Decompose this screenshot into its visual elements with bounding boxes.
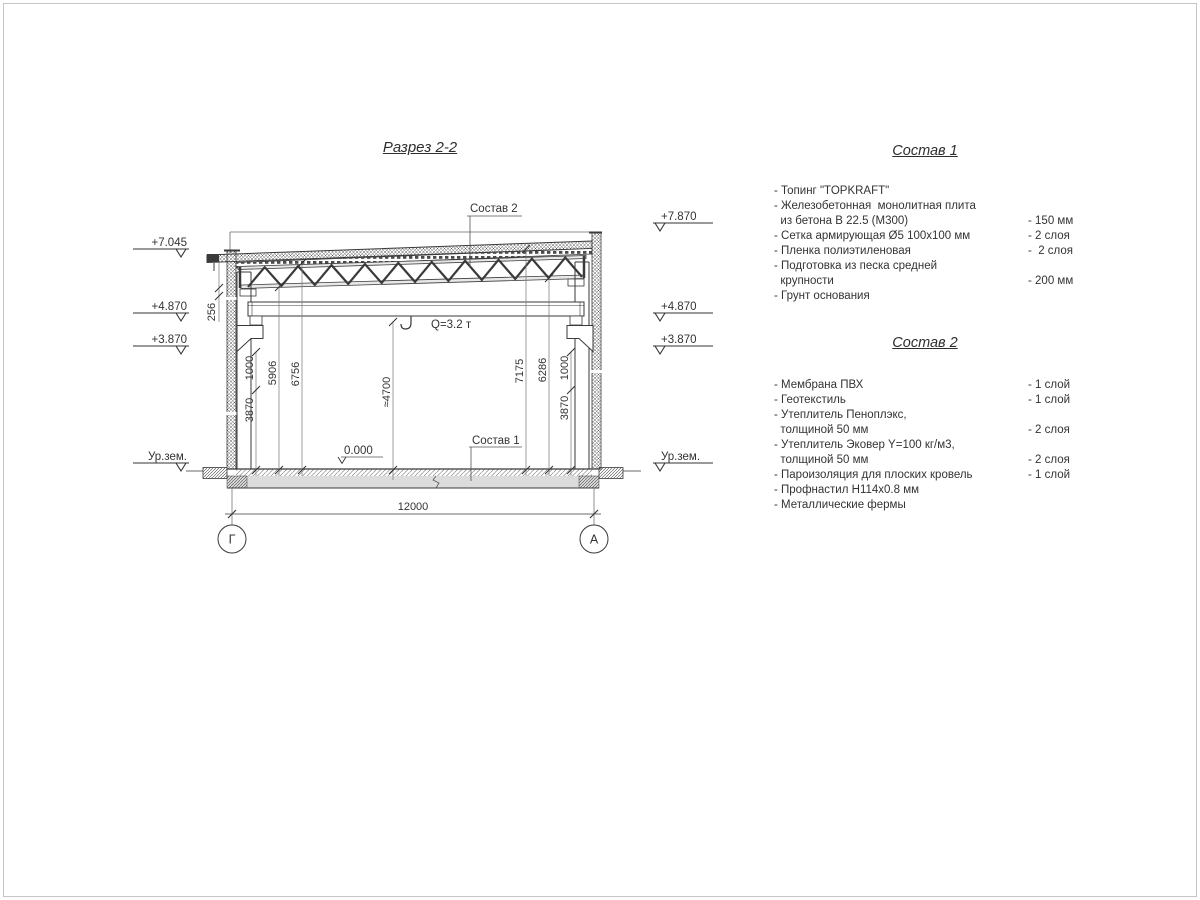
dim-6756: 6756 xyxy=(290,361,302,387)
section-title: Разрез 2-2 xyxy=(382,139,458,156)
corbel-left xyxy=(237,326,263,352)
spec-line-text: толщиной 50 мм xyxy=(774,454,869,466)
dim-4700: ≈4700 xyxy=(381,376,393,408)
level-left-4870: +4.870 xyxy=(151,301,187,313)
dim-right-3870: 3870 xyxy=(559,395,571,421)
dim-left-3870: 3870 xyxy=(244,397,256,423)
truss-bearing-left xyxy=(240,289,256,296)
spec-line-text: - Утеплитель Эковер Y=100 кг/м3, xyxy=(774,439,955,451)
span-dimension: 12000 xyxy=(397,501,429,513)
spec-line-text: - Железобетонная монолитная плита xyxy=(774,200,976,212)
spec-line xyxy=(760,483,1090,498)
grid-letter-right: А xyxy=(589,532,599,547)
spec-line xyxy=(760,468,1090,483)
spec-line xyxy=(760,199,1090,214)
spec-line xyxy=(760,408,1090,423)
composition1-spec xyxy=(760,143,1090,304)
leader-composition1: Состав 1 xyxy=(472,435,520,447)
dim-256: 256 xyxy=(206,302,218,322)
foundation-beam-left xyxy=(203,468,227,479)
spec-line-text: из бетона В 22.5 (М300) xyxy=(774,215,909,227)
spec-line-text: - Сетка армирующая Ø5 100x100 мм xyxy=(774,230,971,242)
level-right-3870: +3.870 xyxy=(661,334,697,346)
grid-letter-left: Г xyxy=(228,532,236,547)
spec-line-value: - 2 слоя xyxy=(1028,424,1070,436)
crane-capacity-label: Q=3.2 т xyxy=(431,319,472,331)
spec-line-value: - 2 слоя xyxy=(1028,245,1074,257)
dim-7175: 7175 xyxy=(514,358,526,384)
section-drawing xyxy=(110,125,770,575)
spec-line-text: толщиной 50 мм xyxy=(774,424,869,436)
dim-5906: 5906 xyxy=(267,360,279,386)
composition1-title: Состав 1 xyxy=(892,143,958,159)
spec-line-text: - Металлические фермы xyxy=(774,499,906,511)
spec-line xyxy=(760,274,1090,289)
level-right-4870: +4.870 xyxy=(661,301,697,313)
spec-line-text: - Утеплитель Пеноплэкс, xyxy=(774,409,907,421)
dim-6286: 6286 xyxy=(537,357,549,383)
level-right-ground: Ур.зем. xyxy=(661,451,701,463)
dim-right-1000: 1000 xyxy=(559,355,571,381)
level-left-3870: +3.870 xyxy=(151,334,187,346)
truss-bearing-right xyxy=(568,279,584,286)
spec-line xyxy=(760,229,1090,244)
spec-line-text: - Грунт основания xyxy=(774,290,870,302)
crane-beam xyxy=(237,302,593,352)
spec-line-value: - 2 слоя xyxy=(1028,454,1070,466)
composition2-spec xyxy=(760,335,1090,513)
spec-line xyxy=(760,498,1090,513)
level-right-7870: +7.870 xyxy=(661,211,697,223)
spec-line-text: - Топинг "TOPKRAFT" xyxy=(774,185,890,197)
roof-edge-cap xyxy=(207,254,219,262)
spec-line-value: - 1 слой xyxy=(1028,394,1071,406)
zero-level-label: 0.000 xyxy=(344,445,373,457)
foundation-beam-right xyxy=(599,468,623,479)
level-left-ground: Ур.зем. xyxy=(147,451,187,463)
level-left-7045: +7.045 xyxy=(151,237,187,249)
composition2-title: Состав 2 xyxy=(892,335,958,351)
spec-line xyxy=(760,289,1090,304)
spec-line xyxy=(760,453,1090,468)
leader-composition2: Состав 2 xyxy=(470,203,518,215)
spec-line xyxy=(760,244,1090,259)
grid-axes xyxy=(218,488,608,553)
spec-line-text: - Геотекстиль xyxy=(774,394,846,406)
spec-line xyxy=(760,438,1090,453)
spec-line-value: - 200 мм xyxy=(1028,275,1074,287)
column-right xyxy=(575,262,589,469)
spec-line-value: - 2 слоя xyxy=(1028,230,1070,242)
dim-left-1000: 1000 xyxy=(244,355,256,381)
spec-line xyxy=(760,259,1090,274)
spec-line xyxy=(760,184,1090,199)
spec-line-text: крупности xyxy=(774,275,834,287)
spec-line xyxy=(760,393,1090,408)
crane-hook xyxy=(401,316,411,329)
spec-line-text: - Мембрана ПВХ xyxy=(774,379,864,391)
spec-line-value: - 1 слой xyxy=(1028,469,1071,481)
floor-slab xyxy=(186,468,641,489)
spec-line-text: - Пароизоляция для плоских кровель xyxy=(774,469,973,481)
wall-panel-left xyxy=(227,251,236,469)
corbel-right xyxy=(567,326,593,352)
truss-bottom-chord xyxy=(241,275,584,289)
spec-line xyxy=(760,423,1090,438)
spec-line xyxy=(760,214,1090,229)
spec-line xyxy=(760,378,1090,393)
spec-line-text: - Пленка полиэтиленовая xyxy=(774,245,911,257)
spec-line-value: - 1 слой xyxy=(1028,379,1071,391)
spec-line-value: - 150 мм xyxy=(1028,215,1074,227)
spec-line-text: - Подготовка из песка средней xyxy=(774,260,938,272)
spec-line-text: - Профнастил Н114х0.8 мм xyxy=(774,484,920,496)
